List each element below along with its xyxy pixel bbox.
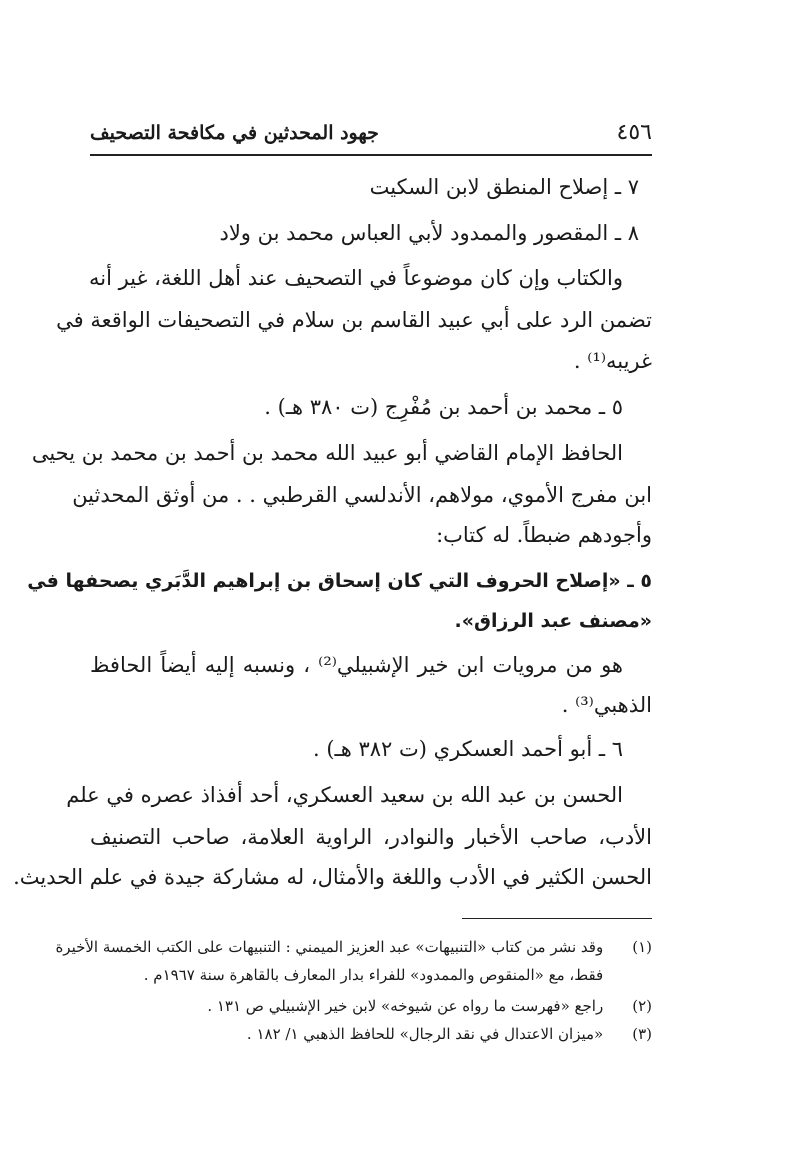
footnote-divider xyxy=(462,918,652,919)
paragraph-line: الأدب، صاحب الأخبار والنوادر، الراوية العلامة، صاحب التصنيف xyxy=(90,825,652,849)
paragraph-line: الحسن بن عبد الله بن سعيد العسكري، أحد أفذاذ عصره في علم xyxy=(66,783,623,807)
paragraph-line: غريبه⁽¹⁾ . xyxy=(573,349,652,373)
section-heading: ٥ ـ محمد بن أحمد بن مُفْرِج (ت ٣٨٠ هـ) . xyxy=(264,395,623,419)
paragraph-line: ابن مفرج الأموي، مولاهم، الأندلسي القرطبي . . من أوثق المحدثين xyxy=(72,483,652,507)
footnote xyxy=(90,993,652,1019)
footnote-number: (٢) xyxy=(632,997,652,1015)
footnote-number: (٣) xyxy=(632,1025,652,1043)
footnote xyxy=(90,962,652,988)
footnote-number: (١) xyxy=(632,938,652,956)
running-title: جهود المحدثين في مكافحة التصحيف xyxy=(90,122,379,144)
footnote-text: فقط، مع «المنقوص والممدود» للفراء بدار المعارف بالقاهرة سنة ١٩٦٧م . xyxy=(143,966,604,984)
page-number: ٤٥٦ xyxy=(616,120,652,145)
paragraph-line: والكتاب وإن كان موضوعاً في التصحيف عند أهل اللغة، غير أنه xyxy=(88,266,623,290)
paragraph-line: الحسن الكثير في الأدب واللغة والأمثال، له مشاركة جيدة في علم الحديث. xyxy=(13,865,652,889)
page-header xyxy=(90,118,652,156)
footnote xyxy=(55,934,652,960)
footnote xyxy=(90,1021,652,1047)
book-title-line: «مصنف عبد الرزاق». xyxy=(454,610,652,632)
paragraph-line: وأجودهم ضبطاً. له كتاب: xyxy=(436,523,652,547)
book-title-line: ٥ ـ «إصلاح الحروف التي كان إسحاق بن إبراهيم الدَّبَري يصحفها في xyxy=(27,570,652,592)
paragraph-line: هو من مرويات ابن خير الإشبيلي⁽²⁾ ، ونسبه إليه أيضاً الحافظ xyxy=(90,653,623,677)
paragraph-line: الذهبي⁽³⁾ . xyxy=(561,693,652,717)
list-item-7: ٧ ـ إصلاح المنطق لابن السكيت xyxy=(369,175,639,199)
footnote-text: «ميزان الاعتدال في نقد الرجال» للحافظ الذهبي ١/ ١٨٢ . xyxy=(246,1025,604,1043)
footnote-text: وقد نشر من كتاب «التنبيهات» عبد العزيز الميمني : التنبيهات على الكتب الخمسة الأخيرة xyxy=(55,938,604,956)
footnote-text: راجع «فهرست ما رواه عن شيوخه» لابن خير الإشبيلي ص ١٣١ . xyxy=(207,997,604,1015)
list-item-8: ٨ ـ المقصور والممدود لأبي العباس محمد بن ولاد xyxy=(219,221,639,245)
section-heading: ٦ ـ أبو أحمد العسكري (ت ٣٨٢ هـ) . xyxy=(313,737,623,761)
paragraph-line: تضمن الرد على أبي عبيد القاسم بن سلام في التصحيفات الواقعة في xyxy=(56,308,652,332)
paragraph-line: الحافظ الإمام القاضي أبو عبيد الله محمد بن أحمد بن محمد بن يحيى xyxy=(31,441,623,465)
